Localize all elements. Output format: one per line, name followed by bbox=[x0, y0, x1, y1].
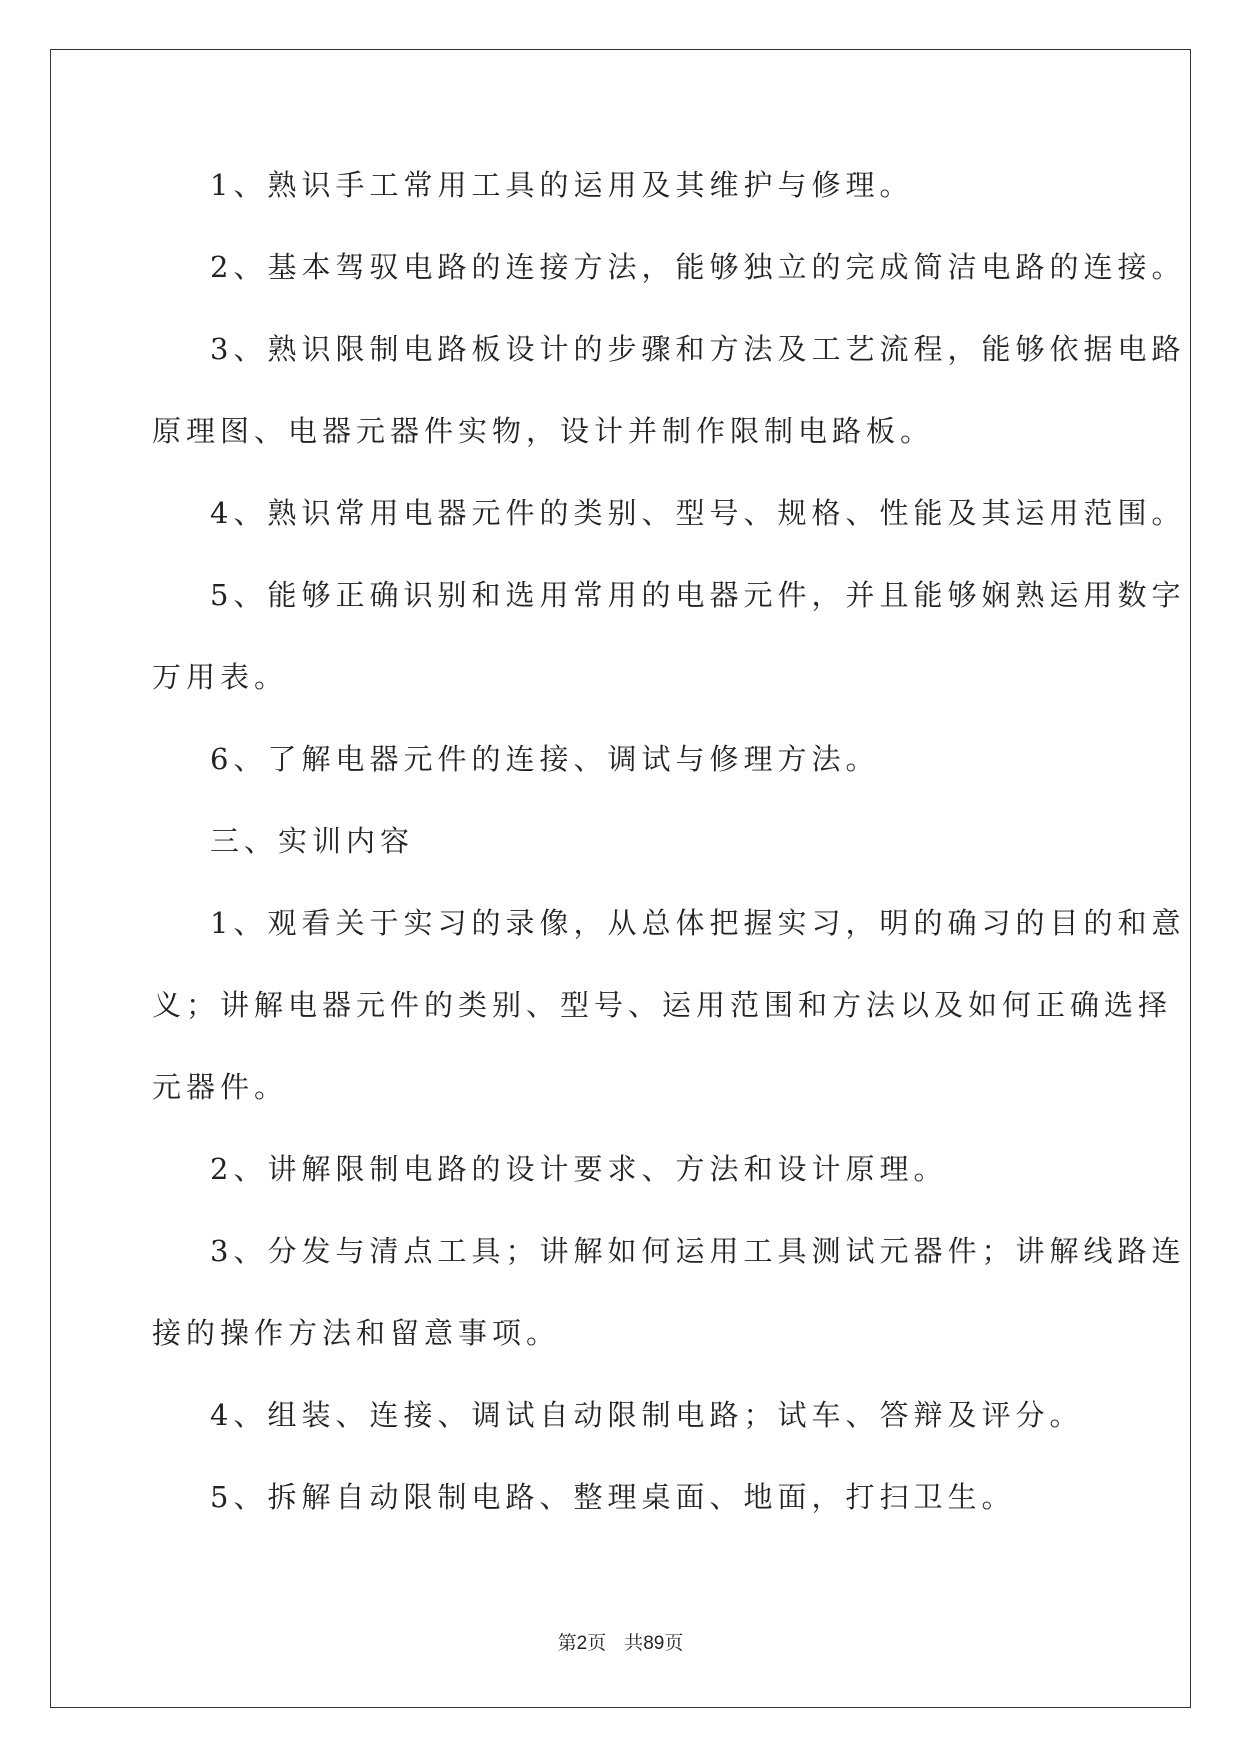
paragraph-line: 4、组装、连接、调试自动限制电路；试车、答辩及评分。 bbox=[210, 1398, 1084, 1432]
page-number: 2 bbox=[576, 1633, 588, 1654]
paragraph-line: 万用表。 bbox=[152, 660, 289, 694]
total-prefix: 共 bbox=[624, 1632, 644, 1654]
page-suffix: 页 bbox=[587, 1632, 607, 1654]
paragraph-line: 6、了解电器元件的连接、调试与修理方法。 bbox=[210, 742, 880, 776]
page-frame bbox=[50, 49, 1191, 1708]
total-pages: 89 bbox=[643, 1633, 665, 1654]
paragraph-line: 4、熟识常用电器元件的类别、型号、规格、性能及其运用范围。 bbox=[210, 496, 1186, 530]
paragraph-line: 接的操作方法和留意事项。 bbox=[152, 1316, 561, 1350]
paragraph-line: 1、观看关于实习的录像，从总体把握实习，明的确习的目的和意 bbox=[210, 906, 1186, 940]
paragraph-line: 元器件。 bbox=[152, 1070, 289, 1104]
paragraph-line: 2、讲解限制电路的设计要求、方法和设计原理。 bbox=[210, 1152, 948, 1186]
paragraph-line: 义；讲解电器元件的类别、型号、运用范围和方法以及如何正确选择 bbox=[152, 988, 1173, 1022]
paragraph-line: 3、熟识限制电路板设计的步骤和方法及工艺流程，能够依据电路 bbox=[210, 332, 1186, 366]
paragraph-line: 5、拆解自动限制电路、整理桌面、地面，打扫卫生。 bbox=[210, 1480, 1016, 1514]
page-prefix: 第 bbox=[557, 1632, 577, 1654]
page-footer bbox=[0, 1628, 1241, 1655]
paragraph-line: 原理图、电器元器件实物，设计并制作限制电路板。 bbox=[152, 414, 935, 448]
paragraph-line: 5、能够正确识别和选用常用的电器元件，并且能够娴熟运用数字 bbox=[210, 578, 1186, 612]
section-heading: 三、实训内容 bbox=[210, 824, 415, 858]
paragraph-line: 1、熟识手工常用工具的运用及其维护与修理。 bbox=[210, 168, 914, 202]
paragraph-line: 3、分发与清点工具；讲解如何运用工具测试元器件；讲解线路连 bbox=[210, 1234, 1186, 1268]
total-suffix: 页 bbox=[664, 1632, 684, 1654]
paragraph-line: 2、基本驾驭电路的连接方法，能够独立的完成简洁电路的连接。 bbox=[210, 250, 1186, 284]
